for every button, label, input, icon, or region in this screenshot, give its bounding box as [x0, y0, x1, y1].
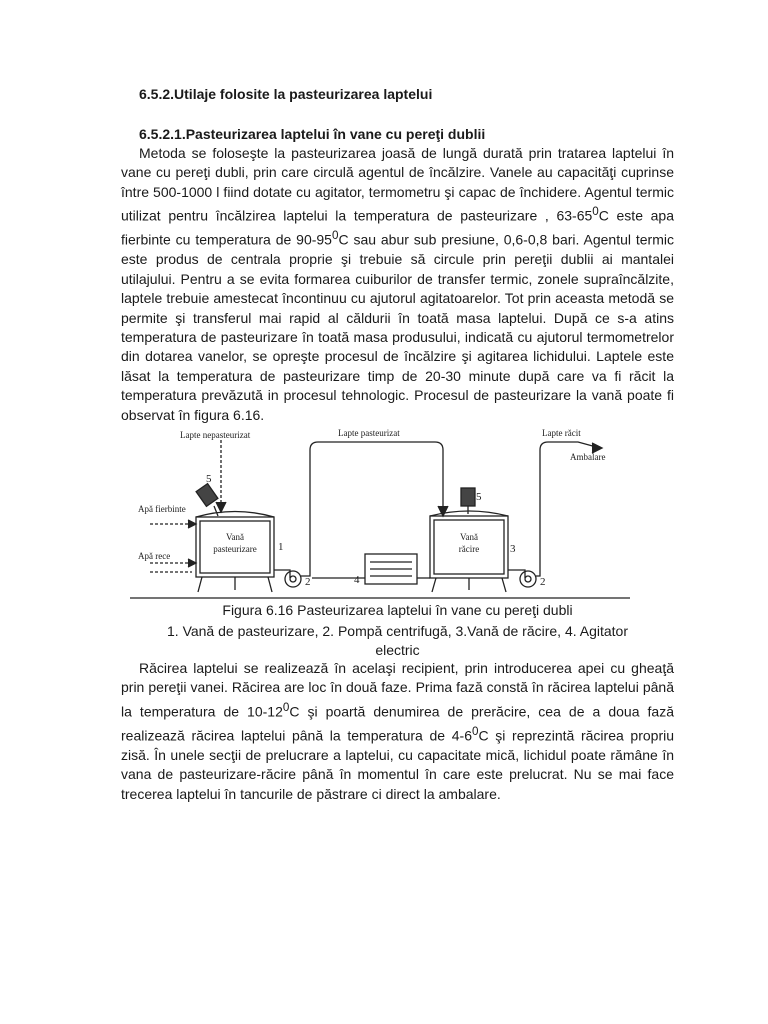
- number-1: 1: [278, 541, 284, 553]
- para1-text-c: C sau abur sub presiune, 0,6-0,8 bari. Agentul termic este produs de centrala proprie şi trebuie să circule prin pereţii dublii ai mantalei utilajului. Pentru a se evita formarea cuiburilor de transfer termic, zonele supraîncălzite, laptele trebuie amestecat încontinuu cu ajutorul agitatoarelor. Tot prin aceasta metodă se permite şi transferul mai rapid al căldurii în toată masa laptelui. După ce s-a atins temperatura de pasteurizare în toată masa produsului, indicată cu ajutorul termometrelor din dotarea vanelor, se opreşte procesul de încălzire şi agitarea lichidului. Laptele este lăsat la temperatura de pasteurizare timp de 20-30 minute după care va fi răcit la temperatura prevăzută in procesul tehnologic. Procesul de pasteurizare la vană poate fi observat în figura 6.16.: [121, 231, 674, 423]
- para1-sup-a: 0: [592, 205, 599, 219]
- centrifugal-pump-1: [285, 571, 301, 587]
- label-tank2-line1: Vană: [460, 532, 478, 542]
- label-cold-water: Apă rece: [138, 551, 171, 561]
- label-hot-water: Apă fierbinte: [138, 504, 186, 514]
- paragraph-pasteurization: [121, 144, 674, 425]
- centrifugal-pump-2: [520, 571, 536, 587]
- para1-text-a: Metoda se foloseşte la pasteurizarea joasă de lungă durată prin tratarea laptelui în vane cu pereţi dubli, prin care circulă agentul de încălzire. Vanele au capacităţi cuprinse între 500-1000 l fiind dotate cu agitator, termometru şi capac de închidere. Agentul termic utilizat pentru încălzirea laptelui la temperatura de pasteurizare , 63-65: [121, 145, 674, 224]
- section-heading: 6.5.2.Utilaje folosite la pasteurizarea laptelui: [139, 86, 433, 102]
- subsection-heading: 6.5.2.1.Pasteurizarea laptelui în vane cu pereţi dublii: [139, 126, 486, 142]
- figure-caption-title: Figura 6.16 Pasteurizarea laptelui în vane cu pereţi dubli: [222, 602, 573, 618]
- figure-caption-legend-cont: electric: [375, 642, 420, 658]
- label-raw-milk: Lapte nepasteurizat: [180, 430, 251, 440]
- para1-text-b: C este apa fierbinte cu temperatura de 90-95: [121, 207, 674, 248]
- cooled-milk-line: [536, 442, 600, 576]
- para2-text-c: C şi reprezintă răcirea propriu zisă. În unele secţii de prelucrare a laptelui, cu capacitate mică, lichidul poate rămâne în vana de pasteurizare-răcire până în momentul în care este prelucrat. Nu se mai face trecerea laptelui în tancurile de păstrare ci direct la ambalare.: [121, 727, 675, 802]
- number-5a: 5: [206, 473, 212, 485]
- label-tank2-line2: răcire: [458, 544, 480, 554]
- label-cooled-milk: Lapte răcit: [542, 428, 581, 438]
- agitator-motor-1: [196, 484, 218, 507]
- para1-sup-b: 0: [331, 229, 339, 243]
- label-tank1-line2: pasteurizare: [213, 544, 257, 554]
- number-5b: 5: [476, 491, 482, 503]
- number-2a: 2: [305, 576, 311, 588]
- number-2b: 2: [540, 576, 546, 588]
- label-tank1-line1: Vană: [226, 532, 244, 542]
- pasteurized-milk-line: [301, 442, 443, 576]
- figure-pasteurization-diagram: [130, 420, 630, 602]
- figure-caption-legend: 1. Vană de pasteurizare, 2. Pompă centrifugă, 3.Vană de răcire, 4. Agitator: [167, 623, 628, 639]
- electric-agitator: [312, 554, 430, 584]
- para2-sup-b: 0: [472, 724, 479, 738]
- para2-text-b: C şi poartă denumirea de prerăcire, cea de a doua fază realizează răcirea laptelui până la temperatura de 4-6: [121, 703, 674, 744]
- label-pasteurized-milk: Lapte pasteurizat: [338, 428, 400, 438]
- label-packaging: Ambalare: [570, 452, 606, 462]
- para2-sup-a: 0: [282, 700, 290, 714]
- para2-text-a: Răcirea laptelui se realizează în acelaşi recipient, prin introducerea apei cu gheaţă prin pereţii vanei. Răcirea are loc în două faze. Prima fază constă în răcirea laptelui până la temperatura de 10-12: [121, 660, 674, 720]
- number-4: 4: [354, 574, 360, 586]
- agitator-motor-2: [461, 488, 475, 506]
- number-3: 3: [510, 543, 516, 555]
- paragraph-cooling: [121, 659, 674, 804]
